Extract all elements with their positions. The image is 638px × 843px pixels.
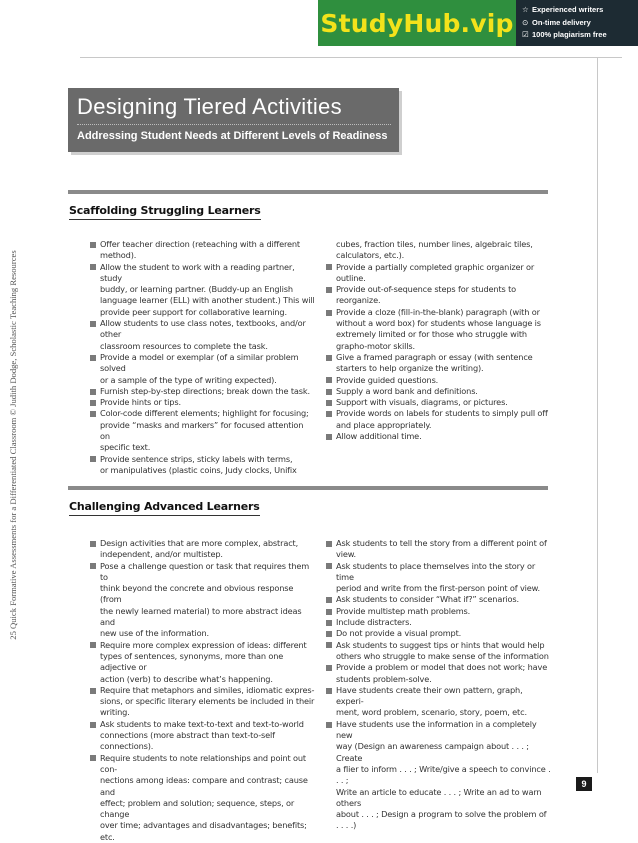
list-item: Supply a word bank and definitions. — [326, 386, 551, 397]
list-item: Do not provide a visual prompt. — [326, 628, 551, 639]
list-item: Allow students to use class notes, textbooks, and/or other classroom resources to complete the task. — [90, 318, 315, 352]
list-item: Provide a problem or model that does not work; have students problem-solve. — [326, 662, 551, 685]
list-item: Provide words on labels for students to simply pull off and place appropriately. — [326, 408, 551, 431]
studyhub-logo[interactable]: StudyHub.vip — [318, 0, 516, 46]
list-item: Ask students to tell the story from a different point of view. — [326, 538, 551, 561]
title-divider — [77, 124, 391, 125]
list-item: Ask students to suggest tips or hints that would help others who struggle to make sense of the information — [326, 640, 551, 663]
list-item: Provide a model or exemplar (of a similar problem solved or a sample of the type of writing expected). — [90, 352, 315, 386]
copyright-text: 25 Quick Formative Assessments for a Differentiated Classroom © Judith Dodge, Scholastic Teaching Resources — [8, 250, 18, 640]
list-item: cubes, fraction tiles, number lines, algebraic tiles, calculators, etc.). — [336, 239, 533, 261]
list-item: Give a framed paragraph or essay (with sentence starters to help organize the writing). — [326, 352, 551, 375]
list-item: Provide a partially completed graphic organizer or outline. — [326, 262, 551, 285]
list-item: Pose a challenge question or task that requires them to think beyond the concrete and obvious response (from the newly learned material) to more abstract ideas and new use of the information. — [90, 561, 315, 640]
page-number: 9 — [576, 777, 592, 791]
section-rule — [68, 190, 548, 194]
bullet-list-left — [90, 538, 315, 843]
list-item: Provide a cloze (fill-in-the-blank) paragraph (with or without a word box) for students whose language is extremely limited or for those who struggle with grapho-motor skills. — [326, 307, 551, 352]
list-item: Offer teacher direction (reteaching with a different method). — [90, 239, 315, 262]
title-box — [68, 88, 399, 152]
list-item: Provide sentence strips, sticky labels with terms, or manipulatives (plastic coins, Judy clocks, Unifix — [90, 454, 315, 477]
list-item: Require that metaphors and similes, idiomatic expres- sions, or specific literary elements be included in their writing. — [90, 685, 315, 719]
list-item: Color-code different elements; highlight for focusing; provide “masks and markers” for focused attention on specific text. — [90, 408, 315, 453]
list-item: Furnish step-by-step directions; break down the task. — [90, 386, 315, 397]
list-item: Have students create their own pattern, graph, experi- ment, word problem, scenario, story, poem, etc. — [326, 685, 551, 719]
list-item: Support with visuals, diagrams, or pictures. — [326, 397, 551, 408]
clock-icon: ⊙ — [522, 17, 529, 27]
check-icon: ☑ — [522, 30, 529, 39]
banner-feature: ☆ Experienced writers — [522, 4, 638, 17]
star-icon: ☆ — [522, 5, 529, 14]
page-title: Designing Tiered Activities — [77, 94, 342, 119]
list-item: Ask students to make text-to-text and text-to-world connections (more abstract than text-to-self connections). — [90, 719, 315, 753]
bullet-list-right — [326, 239, 551, 442]
list-item: Design activities that are more complex, abstract, independent, and/or multistep. — [90, 538, 315, 561]
banner-feature: ⊙ On-time delivery — [522, 17, 638, 30]
banner-feature: ☑ 100% plagiarism free — [522, 29, 638, 42]
promo-banner[interactable] — [318, 0, 638, 46]
bullet-list-right — [326, 538, 551, 832]
list-item: Require more complex expression of ideas: different types of sentences, synonyms, more than one adjective or action (verb) to describe what’s happening. — [90, 640, 315, 685]
section-heading-challenging: Challenging Advanced Learners — [69, 500, 260, 513]
banner-features — [516, 0, 638, 46]
list-item: Provide out-of-sequence steps for students to reorganize. — [326, 284, 551, 307]
list-item: Provide multistep math problems. — [326, 606, 551, 617]
list-item: Require students to note relationships and point out con- nections among ideas: compare and contrast; cause and effect; problem and solution; sequence, steps, or change over time; advantages and disadvantages; benefits; etc. — [90, 753, 315, 843]
list-item: Provide hints or tips. — [90, 397, 315, 408]
page-border-right — [597, 57, 598, 773]
list-item: Include distracters. — [326, 617, 551, 628]
list-item: Have students use the information in a completely new way (Design an awareness campaign about . . . ; Create a flier to inform . . . ; Write/give a speech to convince . . . ; Write an article to educate . . . ; Write an ad to warn others about . . . ; Design a program to solve the problem of . . . .) — [326, 719, 551, 832]
list-item: Provide guided questions. — [326, 375, 551, 386]
page-subtitle: Addressing Student Needs at Different Levels of Readiness — [77, 130, 388, 142]
section-heading-scaffolding: Scaffolding Struggling Learners — [69, 204, 261, 217]
section-rule — [68, 486, 548, 490]
list-item: Ask students to place themselves into the story or time period and write from the first-person point of view. — [326, 561, 551, 595]
list-item: Allow the student to work with a reading partner, study buddy, or learning partner. (Buddy-up an English language learner (ELL) with another student.) This will provide peer support for collaborative learning. — [90, 262, 315, 318]
list-item: Allow additional time. — [326, 431, 551, 442]
bullet-list-left — [90, 239, 315, 476]
list-item: Ask students to consider “What if?” scenarios. — [326, 594, 551, 605]
page-border-top — [80, 57, 622, 58]
